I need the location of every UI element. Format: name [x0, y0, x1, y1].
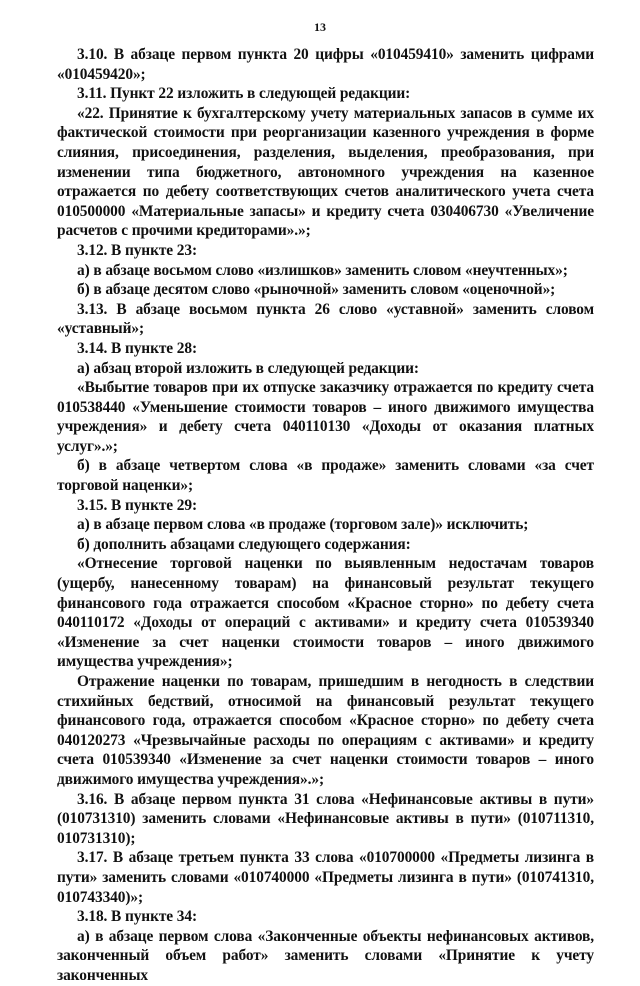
paragraph-3-15: 3.15. В пункте 29:	[77, 496, 197, 514]
paragraph-3-13: 3.13. В абзаце восьмом пункта 26 слово «уставной» заменить словом «уставный»;	[57, 300, 594, 338]
paragraph-3-14: 3.14. В пункте 28:	[77, 339, 197, 357]
paragraph-29-text-2: Отражение наценки по товарам, пришедшим в негодность в следствии стихийных бедствий, относимой на финансовый результат текущего финансового года, отражается способом «Красное сторно» по дебету счета 040120273 «Чрезвычайные расходы по операциям с активами» и кредиту счета 010539340 «Изменение за счет наценки стоимости товаров – иного движимого имущества учреждения».»;	[57, 673, 594, 788]
paragraph-22-text: «22. Принятие к бухгалтерскому учету материальных запасов в сумме их фактической стоимости при реорганизации казенного учреждения в форме слияния, присоединения, разделения, выделения, преобразования, при изменении типа бюджетного, автономного учреждения на казенное отражается по дебету соответствующих счетов аналитического учета счета 010500000 «Материальные запасы» и кредиту счета 030406730 «Увеличение расчетов с прочими кредиторами».»;	[57, 104, 594, 240]
paragraph-3-12: 3.12. В пункте 23:	[77, 241, 197, 259]
paragraph-3-17: 3.17. В абзаце третьем пункта 33 слова «010700000 «Предметы лизинга в пути» заменить словами «010740000 «Предметы лизинга в пути» (010741310, 010743340)»;	[57, 849, 594, 906]
paragraph-3-18-a: а) в абзаце первом слова «Законченные объекты нефинансовых активов, законченный объем работ» заменить словами «Принятие к учету законченных	[57, 927, 594, 984]
paragraph-3-15-a: а) в абзаце первом слова «в продаже (торговом зале)» исключить;	[77, 516, 529, 534]
paragraph-3-12-b: б) в абзаце десятом слово «рыночной» заменить словом «оценочной»;	[77, 281, 556, 299]
page-number: 13	[314, 20, 326, 34]
paragraph-29-text-1: «Отнесение торговой наценки по выявленным недостачам товаров (ущербу, нанесенному товарам) на финансовый результат текущего финансового года отражается способом «Красное сторно» по дебету счета 040110172 «Доходы от операций с активами» и кредиту счета 010539340 «Изменение за счет наценки стоимости товаров – иного движимого имущества учреждения»;	[57, 555, 594, 671]
paragraph-3-10: 3.10. В абзаце первом пункта 20 цифры «010459410» заменить цифрами «010459420»;	[57, 46, 594, 83]
paragraph-3-18: 3.18. В пункте 34:	[77, 908, 197, 926]
paragraph-3-14-a: а) абзац второй изложить в следующей редакции:	[77, 359, 419, 377]
paragraph-3-12-a: а) в абзаце восьмом слово «излишков» заменить словом «неучтенных»;	[77, 261, 568, 279]
paragraph-3-11: 3.11. Пункт 22 изложить в следующей редакции:	[77, 85, 411, 103]
paragraph-3-16: 3.16. В абзаце первом пункта 31 слова «Нефинансовые активы в пути» (010731310) заменить словами «Нефинансовые активы в пути» (010711310, 010731310);	[57, 790, 594, 847]
document-body	[57, 45, 594, 986]
paragraph-3-15-b: б) дополнить абзацами следующего содержания:	[77, 535, 411, 553]
paragraph-28-text: «Выбытие товаров при их отпуске заказчику отражается по кредиту счета 010538440 «Уменьшение стоимости товаров – иного движимого имущества учреждения» и дебету счета 040110130 «Доходы от оказания платных услуг».»;	[57, 379, 594, 455]
paragraph-3-14-b: б) в абзаце четвертом слова «в продаже» заменить словами «за счет торговой наценки»;	[57, 457, 594, 495]
